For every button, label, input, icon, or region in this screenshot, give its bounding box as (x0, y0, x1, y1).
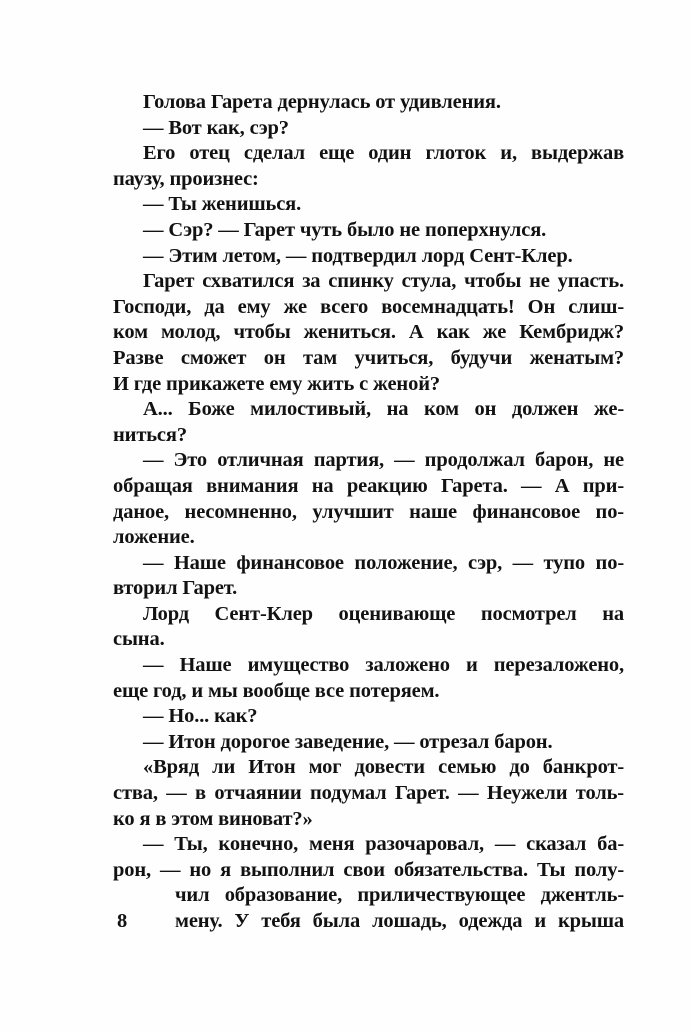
text-line: И где прикажете ему жить с женой? (113, 372, 440, 395)
text-line: Его отец сделал еще один глоток и, выдержав (143, 142, 624, 165)
text-line: обращая внимания на реакцию Гарета. — А при- (113, 474, 624, 497)
text-line: ко я в этом виноват?» (113, 807, 313, 830)
text-line: рон, — но я выполнил свои обязательства. Ты полу- (113, 858, 624, 881)
text-line: ложение. (113, 526, 195, 549)
text-line: Гарет схватился за спинку стула, чтобы не упасть. (143, 270, 624, 293)
text-line: — Наше имущество заложено и перезаложено, (143, 654, 624, 677)
text-line: вторил Гарет. (113, 577, 238, 600)
text-line: — Наше финансовое положение, сэр, — тупо по- (143, 551, 624, 574)
text-line: Лорд Сент-Клер оценивающе посмотрел на (143, 602, 624, 625)
text-line: — Итон дорогое заведение, — отрезал барон. (143, 730, 553, 753)
text-line: — Сэр? — Гарет чуть было не поперхнулся. (143, 218, 547, 241)
page-text (113, 90, 624, 935)
page-number: 8 (117, 910, 128, 933)
text-line: даное, несомненно, улучшит наше финансовое по- (113, 500, 624, 523)
text-line: чил образование, приличествующее джентль- (175, 884, 624, 907)
text-line: — Вот как, сэр? (143, 116, 289, 139)
text-line: Разве сможет он там учиться, будучи женатым? (113, 346, 624, 369)
text-line: — Но... как? (143, 705, 258, 728)
text-line: — Ты, конечно, меня разочаровал, — сказал ба- (143, 833, 624, 856)
text-line: мену. У тебя была лошадь, одежда и крыша (175, 910, 624, 932)
text-line: — Ты женишься. (143, 193, 302, 216)
text-line: — Это отличная партия, — продолжал барон, не (143, 449, 624, 472)
text-line: Господи, да ему же всего восемнадцать! Он слиш- (113, 295, 624, 318)
text-line: Голова Гарета дернулась от удивления. (143, 91, 501, 113)
text-line: ком молод, чтобы жениться. А как же Кембридж? (113, 321, 624, 344)
text-line: А... Боже милостивый, на ком он должен же- (143, 398, 624, 421)
text-line: ства, — в отчаянии подумал Гарет. — Неужели толь- (113, 782, 624, 805)
text-line: — Этим летом, — подтвердил лорд Сент-Клер. (143, 244, 573, 267)
text-line: сына. (113, 628, 165, 651)
text-line: еще год, и мы вообще все потеряем. (113, 679, 440, 702)
text-line: паузу, произнес: (113, 167, 259, 190)
text-line: «Вряд ли Итон мог довести семью до банкрот- (143, 756, 624, 779)
text-line: ниться? (113, 423, 187, 446)
